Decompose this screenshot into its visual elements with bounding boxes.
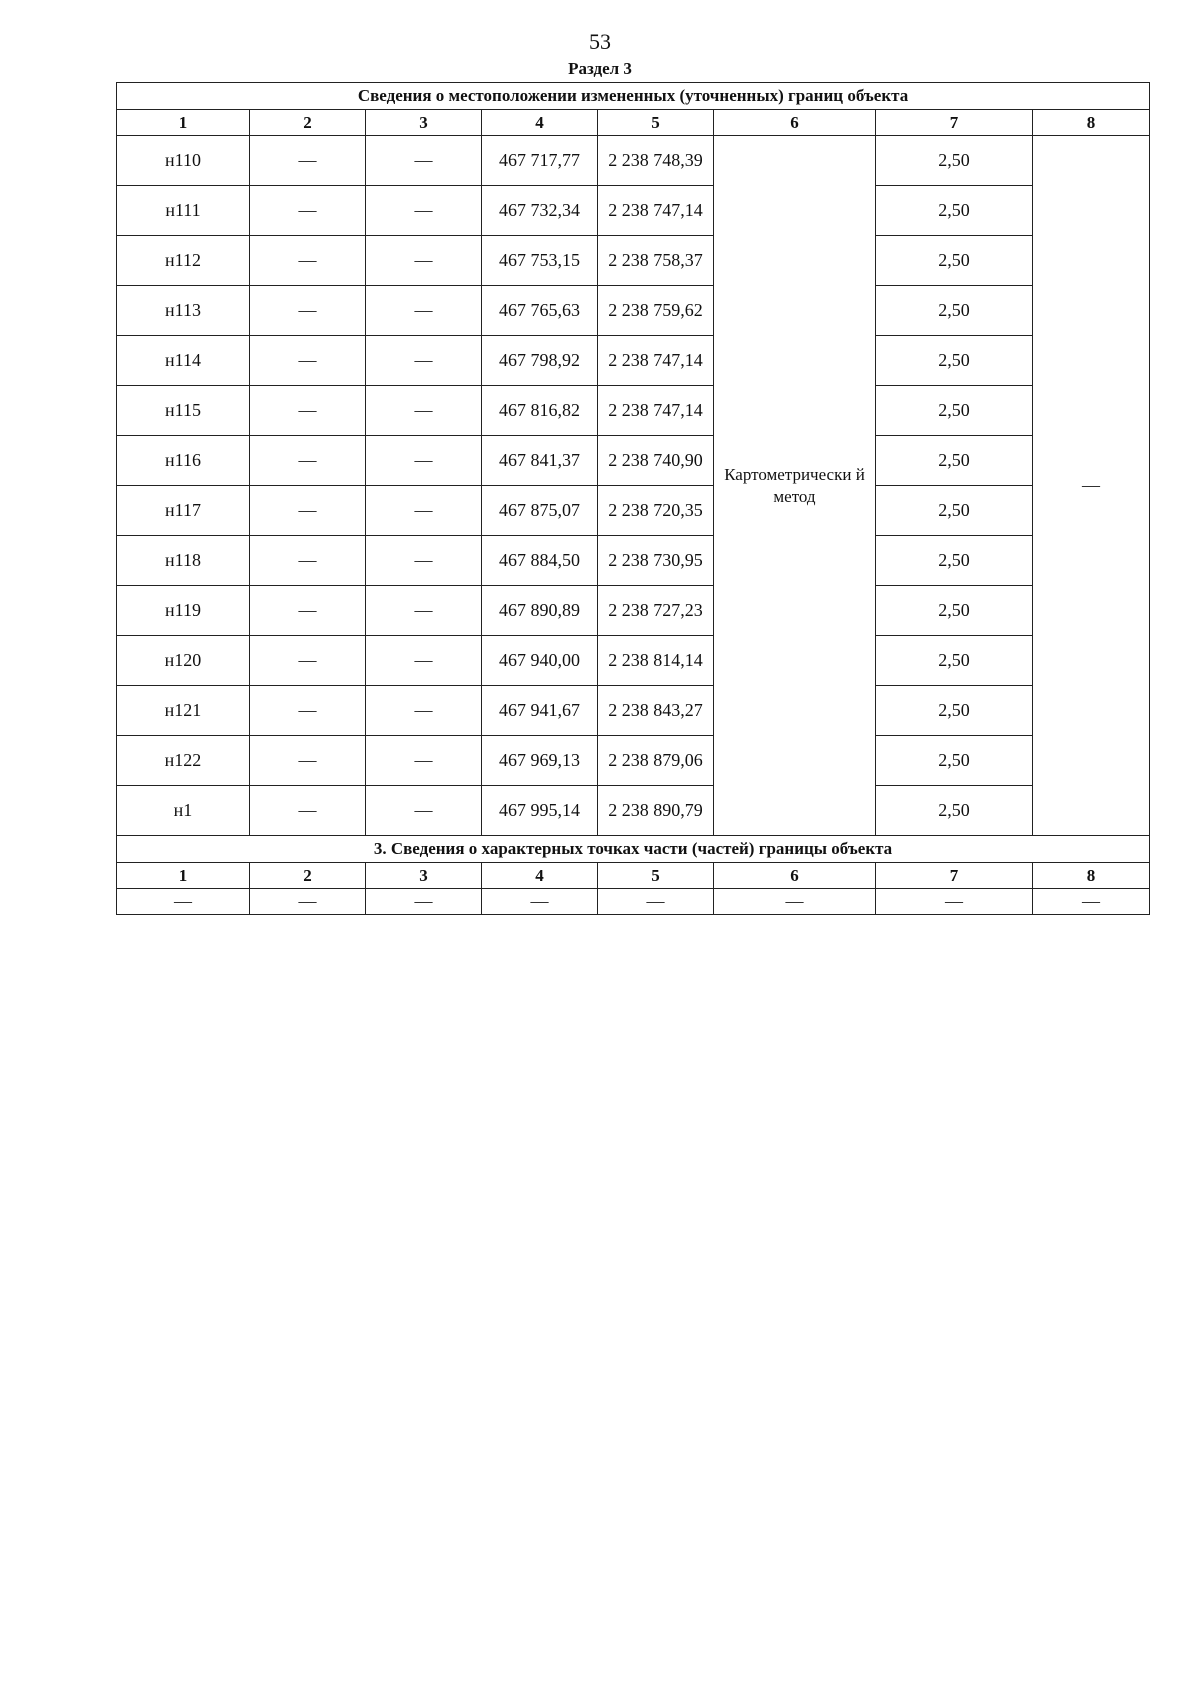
table-cell: — xyxy=(250,889,366,915)
table-cell: — xyxy=(366,786,482,836)
point-name-cell: н113 xyxy=(117,286,250,336)
table-caption-row xyxy=(117,83,1150,110)
table-cell: — xyxy=(250,236,366,286)
table-caption-row xyxy=(117,836,1150,863)
column-header: 4 xyxy=(482,863,598,889)
y-coordinate-cell: 2 238 747,14 xyxy=(598,386,714,436)
point-name-cell: н122 xyxy=(117,736,250,786)
table-cell: — xyxy=(366,136,482,186)
accuracy-cell: 2,50 xyxy=(876,186,1033,236)
table-cell: — xyxy=(366,586,482,636)
table-cell: — xyxy=(714,889,876,915)
y-coordinate-cell: 2 238 748,39 xyxy=(598,136,714,186)
x-coordinate-cell: 467 875,07 xyxy=(482,486,598,536)
x-coordinate-cell: 467 884,50 xyxy=(482,536,598,586)
accuracy-cell: 2,50 xyxy=(876,486,1033,536)
point-name-cell: н114 xyxy=(117,336,250,386)
y-coordinate-cell: 2 238 814,14 xyxy=(598,636,714,686)
table-row xyxy=(117,889,1150,915)
accuracy-cell: 2,50 xyxy=(876,286,1033,336)
x-coordinate-cell: 467 816,82 xyxy=(482,386,598,436)
table-cell: — xyxy=(366,436,482,486)
accuracy-cell: 2,50 xyxy=(876,736,1033,786)
point-name-cell: н110 xyxy=(117,136,250,186)
table-cell: — xyxy=(366,336,482,386)
table-caption: 3. Сведения о характерных точках части (частей) границы объекта xyxy=(117,836,1150,863)
table-row xyxy=(117,786,1150,836)
x-coordinate-cell: 467 890,89 xyxy=(482,586,598,636)
table-cell: — xyxy=(876,889,1033,915)
table-row xyxy=(117,386,1150,436)
table-row xyxy=(117,536,1150,586)
column-header: 7 xyxy=(876,110,1033,136)
point-name-cell: н117 xyxy=(117,486,250,536)
x-coordinate-cell: 467 765,63 xyxy=(482,286,598,336)
table-cell: — xyxy=(250,436,366,486)
table-cell: — xyxy=(366,686,482,736)
table-cell: — xyxy=(250,286,366,336)
section-title: Раздел 3 xyxy=(568,59,632,78)
x-coordinate-cell: 467 841,37 xyxy=(482,436,598,486)
table-row xyxy=(117,486,1150,536)
table-header-row xyxy=(117,863,1150,889)
table-cell: — xyxy=(250,186,366,236)
accuracy-cell: 2,50 xyxy=(876,686,1033,736)
table-cell: — xyxy=(250,386,366,436)
column-header: 8 xyxy=(1033,863,1150,889)
table-row xyxy=(117,636,1150,686)
column-header: 2 xyxy=(250,863,366,889)
table-row xyxy=(117,286,1150,336)
table-cell: — xyxy=(366,386,482,436)
table-cell: — xyxy=(482,889,598,915)
column-header: 7 xyxy=(876,863,1033,889)
table-row xyxy=(117,736,1150,786)
y-coordinate-cell: 2 238 747,14 xyxy=(598,186,714,236)
table-cell: — xyxy=(366,286,482,336)
point-name-cell: н116 xyxy=(117,436,250,486)
accuracy-cell: 2,50 xyxy=(876,336,1033,386)
table-row xyxy=(117,136,1150,186)
point-name-cell: н119 xyxy=(117,586,250,636)
boundary-points-table xyxy=(116,82,1150,915)
table-cell: — xyxy=(250,136,366,186)
table-cell: — xyxy=(250,586,366,636)
table-row xyxy=(117,186,1150,236)
point-name-cell: н112 xyxy=(117,236,250,286)
y-coordinate-cell: 2 238 740,90 xyxy=(598,436,714,486)
table-row xyxy=(117,236,1150,286)
y-coordinate-cell: 2 238 720,35 xyxy=(598,486,714,536)
table-row xyxy=(117,336,1150,386)
x-coordinate-cell: 467 941,67 xyxy=(482,686,598,736)
y-coordinate-cell: 2 238 758,37 xyxy=(598,236,714,286)
table-caption: Сведения о местоположении измененных (уточненных) границ объекта xyxy=(117,83,1150,110)
table-cell: — xyxy=(250,636,366,686)
column-header: 5 xyxy=(598,110,714,136)
table-row xyxy=(117,436,1150,486)
column-header: 5 xyxy=(598,863,714,889)
table-cell: — xyxy=(250,686,366,736)
point-name-cell: н111 xyxy=(117,186,250,236)
accuracy-cell: 2,50 xyxy=(876,636,1033,686)
point-name-cell: н1 xyxy=(117,786,250,836)
table-cell: — xyxy=(366,236,482,286)
table-cell: — xyxy=(366,186,482,236)
point-name-cell: н115 xyxy=(117,386,250,436)
table-cell: — xyxy=(598,889,714,915)
table-row xyxy=(117,686,1150,736)
x-coordinate-cell: 467 732,34 xyxy=(482,186,598,236)
accuracy-cell: 2,50 xyxy=(876,236,1033,286)
x-coordinate-cell: 467 717,77 xyxy=(482,136,598,186)
table-cell: — xyxy=(250,336,366,386)
point-name-cell: н118 xyxy=(117,536,250,586)
column-header: 6 xyxy=(714,863,876,889)
table-cell: — xyxy=(250,736,366,786)
x-coordinate-cell: 467 940,00 xyxy=(482,636,598,686)
y-coordinate-cell: 2 238 879,06 xyxy=(598,736,714,786)
accuracy-cell: 2,50 xyxy=(876,136,1033,186)
column-header: 1 xyxy=(117,863,250,889)
table-cell: — xyxy=(366,636,482,686)
accuracy-cell: 2,50 xyxy=(876,786,1033,836)
accuracy-cell: 2,50 xyxy=(876,436,1033,486)
accuracy-cell: 2,50 xyxy=(876,386,1033,436)
table-cell: — xyxy=(366,486,482,536)
accuracy-cell: 2,50 xyxy=(876,586,1033,636)
y-coordinate-cell: 2 238 730,95 xyxy=(598,536,714,586)
column-header: 3 xyxy=(366,863,482,889)
page-number: 53 xyxy=(589,29,611,54)
accuracy-cell: 2,50 xyxy=(876,536,1033,586)
column-header: 3 xyxy=(366,110,482,136)
x-coordinate-cell: 467 753,15 xyxy=(482,236,598,286)
point-name-cell: н121 xyxy=(117,686,250,736)
y-coordinate-cell: 2 238 759,62 xyxy=(598,286,714,336)
column-header: 4 xyxy=(482,110,598,136)
column-header: 2 xyxy=(250,110,366,136)
y-coordinate-cell: 2 238 843,27 xyxy=(598,686,714,736)
table-cell: — xyxy=(250,536,366,586)
x-coordinate-cell: 467 969,13 xyxy=(482,736,598,786)
table-cell: — xyxy=(1033,889,1150,915)
table-cell: — xyxy=(366,536,482,586)
x-coordinate-cell: 467 995,14 xyxy=(482,786,598,836)
method-cell: Картометрически й метод xyxy=(714,136,876,836)
table-row xyxy=(117,586,1150,636)
y-coordinate-cell: 2 238 747,14 xyxy=(598,336,714,386)
y-coordinate-cell: 2 238 727,23 xyxy=(598,586,714,636)
table-cell: — xyxy=(250,486,366,536)
column-header: 6 xyxy=(714,110,876,136)
x-coordinate-cell: 467 798,92 xyxy=(482,336,598,386)
column8-cell: — xyxy=(1033,136,1150,836)
table-header-row xyxy=(117,110,1150,136)
table-cell: — xyxy=(366,736,482,786)
table-cell: — xyxy=(117,889,250,915)
table-cell: — xyxy=(250,786,366,836)
y-coordinate-cell: 2 238 890,79 xyxy=(598,786,714,836)
column-header: 1 xyxy=(117,110,250,136)
table-cell: — xyxy=(366,889,482,915)
point-name-cell: н120 xyxy=(117,636,250,686)
column-header: 8 xyxy=(1033,110,1150,136)
